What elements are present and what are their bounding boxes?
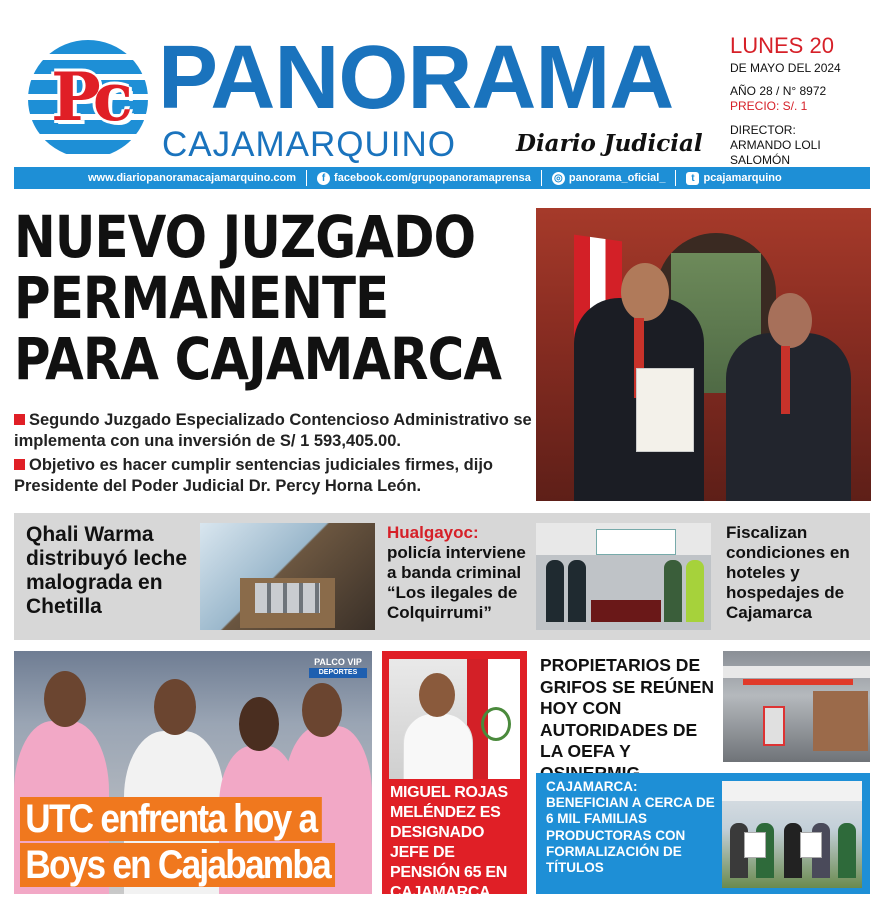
edition-day: LUNES 20 <box>730 33 834 58</box>
photo-person-head <box>768 293 812 348</box>
brief-kicker: Hualgayoc: <box>387 523 479 542</box>
photo-document <box>636 368 694 452</box>
photo-person <box>686 560 704 622</box>
briefs-row <box>14 513 870 640</box>
photo-person-head <box>419 673 455 717</box>
edition-price: PRECIO: S/. 1 <box>730 99 808 113</box>
lead-bullet-text: Objetivo es hacer cumplir sentencias judiciales firmes, dijo Presidente del Poder Judicial Dr. Percy Horna León. <box>14 456 494 495</box>
pension65-photo <box>389 659 520 779</box>
photo-player-head <box>44 671 86 727</box>
twitter-icon: t <box>686 172 699 185</box>
photo-stripe <box>743 679 853 685</box>
bullet-square-icon <box>14 459 25 470</box>
website-text: www.diariopanoramacajamarquino.com <box>88 172 297 184</box>
grifos-headline[interactable]: PROPIETARIOS DE GRIFOS SE REÚNEN HOY CON AUTORIDADES DE LA OEFA Y <box>540 655 715 761</box>
photo-person <box>664 560 682 622</box>
photo-banner <box>596 529 676 555</box>
lead-headline-line: PARA CAJAMARCA <box>14 325 502 393</box>
divider <box>541 170 542 186</box>
photo-person-head <box>621 263 669 321</box>
photo-certificate <box>744 832 766 858</box>
badge-bottom: DEPORTES <box>309 668 367 678</box>
bullet-square-icon <box>14 414 25 425</box>
lead-bullet <box>14 410 534 452</box>
lead-bullet <box>14 455 534 497</box>
lead-headline[interactable] <box>14 203 539 393</box>
fuel-pump-icon <box>763 706 785 746</box>
edition-date: DE MAYO DEL 2024 <box>730 61 841 75</box>
twitter-text: pcajamarquino <box>703 172 782 184</box>
facebook-icon: f <box>317 172 330 185</box>
titulos-story[interactable] <box>536 773 870 894</box>
photo-person <box>546 560 564 622</box>
divider <box>306 170 307 186</box>
shield-icon <box>481 707 511 741</box>
titulos-headline: CAJAMARCA: BENEFICIAN A CERCA DE 6 MIL FAMILIAS PRODUCTORAS CON FORMALIZACIÓN DE TÍTULOS <box>546 779 715 876</box>
sports-headline-line: UTC enfrenta hoy a <box>20 797 322 841</box>
palco-vip-badge <box>309 657 367 678</box>
facebook-link[interactable] <box>317 172 531 185</box>
photo-building <box>813 691 868 751</box>
brand-title: PANORAMA <box>158 28 674 128</box>
edition-number: AÑO 28 / N° 8972 <box>730 84 827 98</box>
photo-person <box>403 713 473 779</box>
divider <box>675 170 676 186</box>
edition-info <box>730 34 880 168</box>
lead-headline-line: PERMANENTE <box>14 264 389 332</box>
director-label: DIRECTOR: <box>730 123 796 137</box>
photo-sash <box>781 346 790 414</box>
brief-hualgayoc-text: policía interviene a banda criminal “Los ilegales de Colquirrumi” <box>387 543 526 622</box>
pension65-headline: MIGUEL ROJAS MELÉNDEZ ES DESIGNADO JEFE DE PENSIÓN 65 EN CAJAMARCA <box>390 784 508 901</box>
brief-police-photo[interactable] <box>536 523 711 630</box>
director-name: ARMANDO LOLI SALOMÓN <box>730 138 821 167</box>
photo-person <box>838 823 856 878</box>
photo-player-head <box>239 697 279 751</box>
website-link[interactable] <box>88 172 296 184</box>
photo-tent <box>722 781 862 801</box>
facebook-text: facebook.com/grupopanoramaprensa <box>334 172 531 184</box>
photo-player-head <box>302 683 342 737</box>
logo <box>28 40 148 158</box>
lead-summary <box>14 410 534 500</box>
photo-roof <box>723 666 870 678</box>
lead-photo[interactable] <box>536 208 871 501</box>
instagram-icon: ◎ <box>552 172 565 185</box>
sports-headline-line: Boys en Cajabamba <box>20 843 335 887</box>
titulos-photo <box>722 781 862 888</box>
brief-fiscalizan[interactable]: Fiscalizan condiciones en hoteles y hospedajes de Cajamarca <box>726 523 850 622</box>
brief-milk-photo[interactable] <box>200 523 375 630</box>
logo-text: Pc <box>51 58 125 136</box>
lead-bullet-text: Segundo Juzgado Especializado Contencioso Administrativo se implementa con una inversión de S/ 1 593,405.00. <box>14 411 532 450</box>
photo-person <box>568 560 586 622</box>
social-bar <box>14 167 870 189</box>
pension65-story[interactable] <box>382 651 527 901</box>
photo-cans <box>255 583 320 613</box>
instagram-text: panorama_oficial_ <box>568 172 666 184</box>
grifos-photo[interactable] <box>723 651 870 762</box>
brand-subtitle: CAJAMARQUINO <box>162 125 456 164</box>
brief-qhali-warma[interactable]: Qhali Warma distribuyó leche malograda en Chetilla <box>26 523 188 618</box>
brief-hualgayoc[interactable] <box>387 523 537 623</box>
lead-headline-line: NUEVO JUZGADO <box>14 203 476 271</box>
badge-top: PALCO VIP <box>314 657 362 667</box>
brand-tagline: Diario Judicial <box>516 130 703 157</box>
sports-story[interactable] <box>14 651 372 894</box>
photo-certificate <box>800 832 822 858</box>
photo-table <box>591 600 661 622</box>
instagram-link[interactable] <box>552 172 666 185</box>
sports-headline <box>20 797 372 889</box>
photo-player-head <box>154 679 196 735</box>
twitter-link[interactable] <box>686 172 781 185</box>
